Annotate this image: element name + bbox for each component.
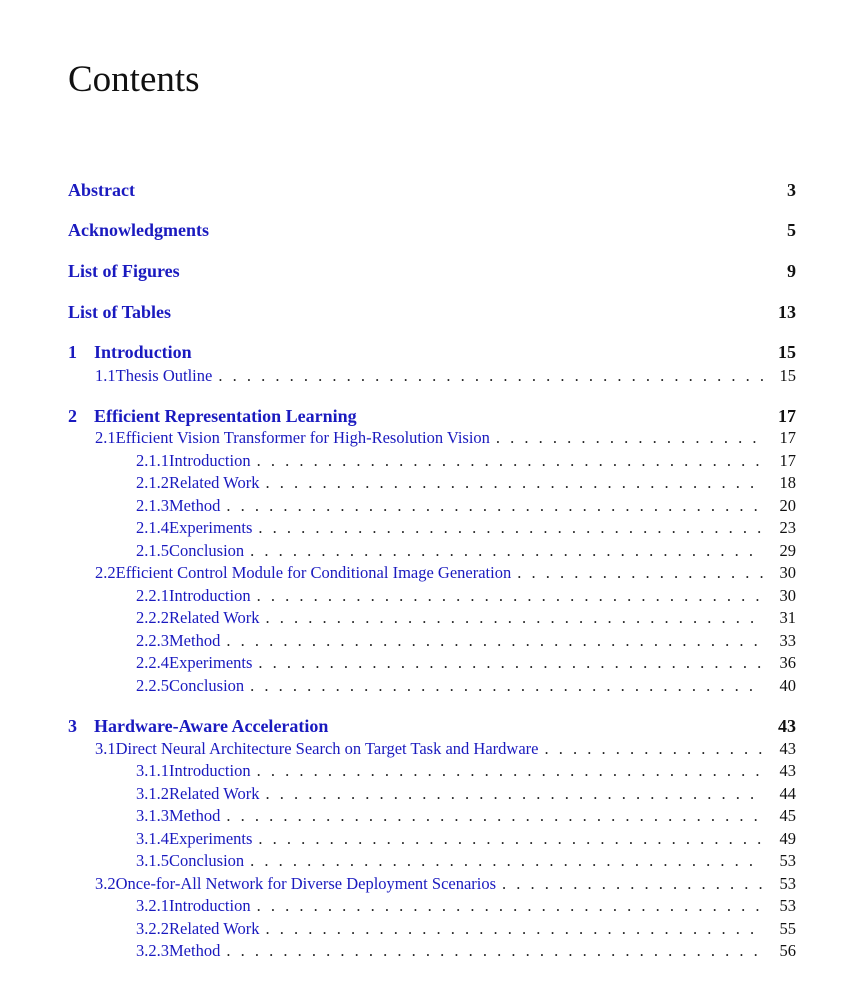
toc-entry-number: 2.1.1 xyxy=(136,451,169,470)
toc-entry-label[interactable]: List of Figures xyxy=(68,261,180,281)
toc-dot-leader xyxy=(265,784,764,804)
toc-entry-label[interactable]: Introduction xyxy=(169,586,251,605)
toc-entry-label[interactable]: Direct Neural Architecture Search on Target Task and Hardware xyxy=(115,739,539,758)
toc-dot-leader xyxy=(544,739,764,759)
toc-entry-sec[interactable] xyxy=(68,739,796,763)
toc-entry-page-number: 49 xyxy=(779,829,796,848)
toc-entry-page-number: 43 xyxy=(779,739,796,758)
toc-entry-top[interactable] xyxy=(68,261,796,285)
toc-entry-page-number: 15 xyxy=(778,342,796,362)
toc-entry-number: 2.2.3 xyxy=(136,631,169,650)
toc-dot-leader xyxy=(257,896,764,916)
toc-dot-leader xyxy=(250,851,764,871)
toc-entry-label[interactable]: List of Tables xyxy=(68,302,172,322)
toc-entry-page-number: 29 xyxy=(779,541,796,560)
toc-entry-label[interactable]: Once-for-All Network for Diverse Deployment Scenarios xyxy=(115,874,497,893)
toc-entry-label[interactable]: Related Work xyxy=(169,608,260,627)
toc-entry-label[interactable]: Hardware-Aware Acceleration xyxy=(94,716,329,736)
toc-entry-number: 3.1.3 xyxy=(136,806,169,825)
toc-entry-number: 3.2.3 xyxy=(136,941,169,960)
toc-entry-label[interactable]: Acknowledgments xyxy=(68,220,210,240)
toc-entry-page-number: 45 xyxy=(779,806,796,825)
toc-entry-page-number: 23 xyxy=(779,518,796,537)
toc-entry-sub[interactable] xyxy=(68,941,796,965)
toc-entry-label[interactable]: Thesis Outline xyxy=(115,366,213,385)
toc-entry-sub[interactable] xyxy=(68,631,796,655)
toc-entry-number: 2.1.2 xyxy=(136,473,169,492)
toc-entry-page-number: 30 xyxy=(779,586,796,605)
toc-entry-page-number: 13 xyxy=(778,302,796,322)
toc-entry-page-number: 55 xyxy=(779,919,796,938)
toc-dot-leader xyxy=(496,428,764,448)
toc-entry-page-number: 43 xyxy=(779,761,796,780)
toc-dot-leader xyxy=(265,473,764,493)
toc-entry-page-number: 20 xyxy=(779,496,796,515)
toc-entry-page-number: 30 xyxy=(779,563,796,582)
toc-entry-number: 2.1.3 xyxy=(136,496,169,515)
toc-entry-number: 3.1.4 xyxy=(136,829,169,848)
toc-entry-label[interactable]: Conclusion xyxy=(169,541,245,560)
toc-entry-sec[interactable] xyxy=(68,428,796,452)
toc-entry-sub[interactable] xyxy=(68,451,796,475)
toc-entry-number: 3 xyxy=(68,716,77,736)
toc-entry-number: 3.1 xyxy=(95,739,116,758)
toc-entry-sec[interactable] xyxy=(68,874,796,898)
toc-entry-sec[interactable] xyxy=(68,563,796,587)
toc-dot-leader xyxy=(517,563,764,583)
toc-entry-top[interactable] xyxy=(68,342,796,366)
toc-entry-label[interactable]: Related Work xyxy=(169,784,260,803)
toc-entry-sub[interactable] xyxy=(68,896,796,920)
toc-entry-sub[interactable] xyxy=(68,496,796,520)
toc-entry-sub[interactable] xyxy=(68,829,796,853)
toc-entry-top[interactable] xyxy=(68,220,796,244)
toc-entry-label[interactable]: Conclusion xyxy=(169,851,245,870)
toc-entry-label[interactable]: Experiments xyxy=(169,829,253,848)
toc-entry-label[interactable]: Conclusion xyxy=(169,676,245,695)
toc-entry-label[interactable]: Experiments xyxy=(169,653,253,672)
toc-dot-leader xyxy=(265,608,764,628)
toc-entry-label[interactable]: Method xyxy=(169,806,221,825)
toc-entry-page-number: 56 xyxy=(779,941,796,960)
toc-entry-label[interactable]: Introduction xyxy=(169,451,251,470)
toc-entry-sub[interactable] xyxy=(68,676,796,700)
toc-entry-page-number: 9 xyxy=(787,261,796,281)
toc-entry-label[interactable]: Efficient Vision Transformer for High-Resolution Vision xyxy=(115,428,490,447)
toc-entry-sub[interactable] xyxy=(68,653,796,677)
toc-entry-label[interactable]: Efficient Representation Learning xyxy=(94,406,357,426)
toc-entry-number: 2.1.4 xyxy=(136,518,169,537)
toc-entry-sub[interactable] xyxy=(68,806,796,830)
toc-entry-page-number: 44 xyxy=(779,784,796,803)
toc-entry-number: 2.2.2 xyxy=(136,608,169,627)
toc-dot-leader xyxy=(258,829,764,849)
toc-dot-leader xyxy=(258,518,764,538)
toc-entry-page-number: 15 xyxy=(779,366,796,385)
toc-entry-number: 2.2.5 xyxy=(136,676,169,695)
toc-dot-leader xyxy=(257,761,764,781)
toc-dot-leader xyxy=(226,806,764,826)
toc-dot-leader xyxy=(502,874,764,894)
toc-entry-page-number: 43 xyxy=(778,716,796,736)
toc-entry-number: 3.2.1 xyxy=(136,896,169,915)
toc-entry-page-number: 17 xyxy=(779,428,796,447)
toc-entry-sub[interactable] xyxy=(68,851,796,875)
toc-entry-number: 2.1 xyxy=(95,428,116,447)
toc-entry-page-number: 53 xyxy=(779,874,796,893)
toc-dot-leader xyxy=(226,496,764,516)
toc-entry-label[interactable]: Abstract xyxy=(68,180,135,200)
toc-entry-top[interactable] xyxy=(68,302,796,326)
toc-entry-sub[interactable] xyxy=(68,541,796,565)
toc-entry-number: 2 xyxy=(68,406,77,426)
toc-entry-label[interactable]: Related Work xyxy=(169,919,260,938)
toc-dot-leader xyxy=(257,451,764,471)
toc-dot-leader xyxy=(257,586,764,606)
toc-entry-page-number: 5 xyxy=(787,220,796,240)
toc-entry-number: 1 xyxy=(68,342,77,362)
toc-entry-page-number: 18 xyxy=(779,473,796,492)
toc-entry-sec[interactable] xyxy=(68,366,796,390)
toc-entry-page-number: 53 xyxy=(779,851,796,870)
toc-dot-leader xyxy=(265,919,764,939)
toc-entry-number: 2.2.1 xyxy=(136,586,169,605)
toc-entry-page-number: 40 xyxy=(779,676,796,695)
toc-dot-leader xyxy=(218,366,764,386)
toc-entry-page-number: 31 xyxy=(779,608,796,627)
toc-entry-label[interactable]: Related Work xyxy=(169,473,260,492)
page-title: Contents xyxy=(68,59,200,100)
toc-entry-number: 3.1.2 xyxy=(136,784,169,803)
toc-entry-top[interactable] xyxy=(68,180,796,204)
toc-entry-sub[interactable] xyxy=(68,608,796,632)
toc-dot-leader xyxy=(226,941,764,961)
toc-entry-sub[interactable] xyxy=(68,761,796,785)
toc-entry-page-number: 17 xyxy=(779,451,796,470)
toc-entry-page-number: 17 xyxy=(778,406,796,426)
toc-entry-number: 1.1 xyxy=(95,366,116,385)
toc-entry-top[interactable] xyxy=(68,716,796,740)
toc-entry-label[interactable]: Introduction xyxy=(169,761,251,780)
toc-entry-page-number: 3 xyxy=(787,180,796,200)
toc-dot-leader xyxy=(226,631,764,651)
toc-entry-sub[interactable] xyxy=(68,586,796,610)
toc-entry-sub[interactable] xyxy=(68,473,796,497)
toc-entry-number: 2.2.4 xyxy=(136,653,169,672)
toc-entry-label[interactable]: Introduction xyxy=(169,896,251,915)
toc-entry-label[interactable]: Efficient Control Module for Conditional Image Generation xyxy=(115,563,512,582)
toc-entry-label[interactable]: Method xyxy=(169,941,221,960)
toc-entry-number: 2.2 xyxy=(95,563,116,582)
toc-entry-page-number: 36 xyxy=(779,653,796,672)
toc-entry-number: 3.1.5 xyxy=(136,851,169,870)
toc-entry-page-number: 53 xyxy=(779,896,796,915)
toc-dot-leader xyxy=(250,541,764,561)
toc-entry-sub[interactable] xyxy=(68,784,796,808)
toc-entry-label[interactable]: Introduction xyxy=(94,342,192,362)
toc-dot-leader xyxy=(258,653,764,673)
toc-entry-sub[interactable] xyxy=(68,518,796,542)
toc-entry-number: 3.2 xyxy=(95,874,116,893)
toc-entry-number: 3.2.2 xyxy=(136,919,169,938)
toc-entry-label[interactable]: Method xyxy=(169,631,221,650)
toc-entry-page-number: 33 xyxy=(779,631,796,650)
toc-entry-top[interactable] xyxy=(68,406,796,430)
toc-entry-label[interactable]: Experiments xyxy=(169,518,253,537)
toc-entry-number: 3.1.1 xyxy=(136,761,169,780)
toc-entry-sub[interactable] xyxy=(68,919,796,943)
toc-dot-leader xyxy=(250,676,764,696)
toc-entry-number: 2.1.5 xyxy=(136,541,169,560)
toc-entry-label[interactable]: Method xyxy=(169,496,221,515)
